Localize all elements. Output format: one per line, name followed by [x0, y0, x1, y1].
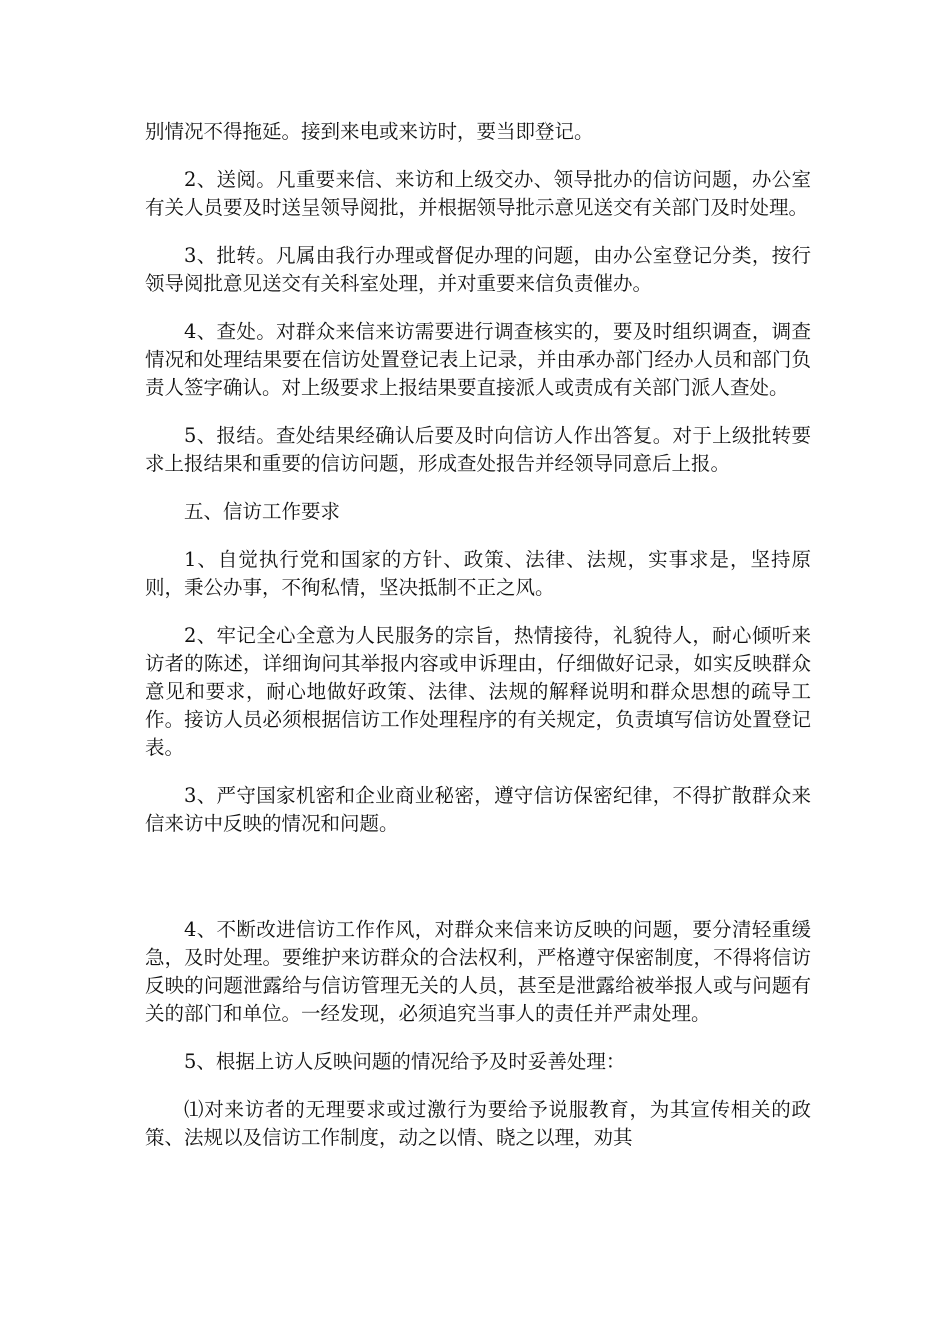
paragraph-requirement-5: 5、根据上访人反映问题的情况给予及时妥善处理： [184, 1050, 626, 1073]
paragraph-item-3-transfer: 3、批转。凡属由我行办理或督促办理的问题，由办公室登记分类，按行领导阅批意见送交有关科室处理，并对重要来信负责催办。 [145, 244, 811, 295]
paragraph-requirement-3: 3、严守国家机密和企业商业秘密，遵守信访保密纪律，不得扩散群众来信来访中反映的情况和问题。 [145, 784, 811, 835]
paragraph-requirement-1: 1、自觉执行党和国家的方针、政策、法律、法规，实事求是，坚持原则，秉公办事，不徇私情，坚决抵制不正之风。 [145, 548, 811, 599]
paragraph-continuation: 别情况不得拖延。接到来电或来访时，要当即登记。 [145, 120, 594, 143]
paragraph-subitem-1: ⑴对来访者的无理要求或过激行为要给予说服教育，为其宣传相关的政策、法规以及信访工作制度，动之以情、晓之以理，劝其 [145, 1098, 811, 1149]
page-gap [145, 858, 811, 916]
paragraph-item-4-investigate: 4、查处。对群众来信来访需要进行调查核实的，要及时组织调查，调查情况和处理结果要在信访处置登记表上记录，并由承办部门经办人员和部门负责人签字确认。对上级要求上报结果要直接派人或责成有关部门派人查处。 [145, 320, 811, 399]
section-heading-requirements: 五、信访工作要求 [184, 500, 341, 523]
paragraph-item-2-send-review: 2、送阅。凡重要来信、来访和上级交办、领导批办的信访问题，办公室有关人员要及时送呈领导阅批，并根据领导批示意见送交有关部门及时处理。 [145, 168, 811, 219]
paragraph-requirement-4: 4、不断改进信访工作作风，对群众来信来访反映的问题，要分清轻重缓急，及时处理。要维护来访群众的合法权利，严格遵守保密制度，不得将信访反映的问题泄露给与信访管理无关的人员，甚至是泄露给被举报人或与问题有关的部门和单位。一经发现，必须追究当事人的责任并严肃处理。 [145, 918, 811, 1025]
paragraph-requirement-2: 2、牢记全心全意为人民服务的宗旨，热情接待，礼貌待人，耐心倾听来访者的陈述，详细询问其举报内容或申诉理由，仔细做好记录，如实反映群众意见和要求，耐心地做好政策、法律、法规的解释说明和群众思想的疏导工作。接访人员必须根据信访工作处理程序的有关规定，负责填写信访处置登记表。 [145, 624, 811, 759]
document-body [145, 118, 811, 1172]
paragraph-item-5-report: 5、报结。查处结果经确认后要及时向信访人作出答复。对于上级批转要求上报结果和重要的信访问题，形成查处报告并经领导同意后上报。 [145, 424, 811, 475]
